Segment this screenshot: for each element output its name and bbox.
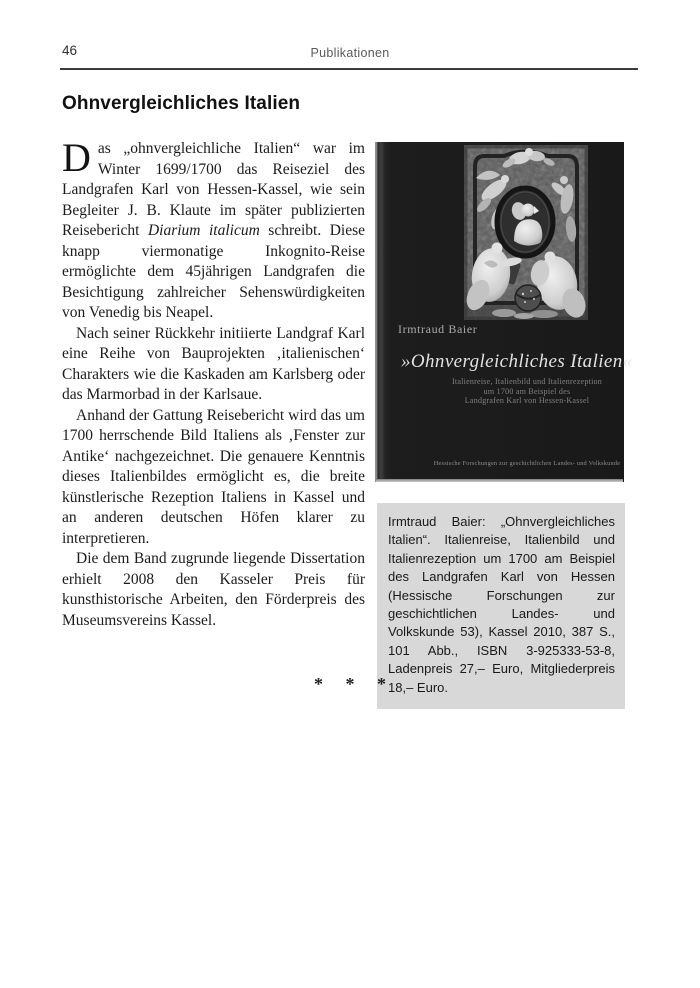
caption-text: Irmtraud Baier: „Ohnvergleichliches Italien“. Italienreise, Italienbild und Italienrezeption um 1700 am Beispiel des Landgrafen Karl von Hessen (Hessische Forschungen zur geschichtlichen Landes- und Volkskunde 53), Kassel 2010, 387 S., 101 Abb., ISBN 3-925333-53-8, Ladenpreis 27,– Euro, Mitgliederpreis 18,– Euro.	[388, 514, 615, 695]
article-heading: Ohnvergleichliches Italien	[62, 93, 301, 114]
cover-subtitle-line-2: um 1700 am Beispiel des	[483, 386, 571, 396]
relief-photo	[464, 145, 588, 320]
paragraph-1-text: as „ohnvergleichliche Italien“ war im Winter 1699/1700 das Reiseziel des Landgrafen Karl von Hessen-Kassel, wie sein Begleiter J. B. Klaute im später publizierten Reisebericht	[62, 140, 365, 239]
paragraph-3: Anhand der Gattung Reisebericht wird das um 1700 herrschende Bild Italiens als ‚Fenster zur Antike‘ nachgezeichnet. Die genauere Kenntnis dieses Italienbildes ermöglicht es, die breite künstlerische Rezeption Italiens in Kassel und an anderen deutschen Höfen klarer zu interpretieren.	[62, 406, 365, 547]
book-page-edge	[376, 479, 623, 482]
header-rule	[60, 68, 638, 70]
cover-author: Irmtraud Baier	[398, 322, 478, 336]
paragraph-2: Nach seiner Rückkehr initiierte Landgraf Karl eine Reihe von Bauprojekten ‚italienischen‘ Charakters wie die Kaskaden am Karlsberg oder das Marmorbad in der Karlsaue.	[62, 324, 365, 403]
drop-cap: D	[62, 135, 91, 180]
medallion	[497, 188, 553, 256]
cover-series: Hessische Forschungen zur geschichtlichen Landes- und Volkskunde	[433, 460, 621, 467]
cover-subtitle-line-1: Italienreise, Italienbild und Italienrezeption	[451, 377, 603, 386]
page-number: 46	[62, 43, 78, 58]
paragraph-1-text-end: schreibt. Diese knapp viermonatige Inkognito-Reise ermöglichte dem 45jährigen Landgrafen die Besichtigung zahlreicher Sehenswürdigkeiten von Venedig bis Neapel.	[62, 222, 365, 321]
article-body	[62, 135, 365, 631]
book-cover-figure	[375, 142, 633, 482]
paragraph-1	[62, 135, 365, 324]
cover-subtitle	[430, 377, 624, 406]
paragraph-4: Die dem Band zugrunde liegende Dissertation erhielt 2008 den Kasseler Preis für kunsthistorische Arbeiten, den Förderpreis des Museumsvereins Kassel.	[62, 550, 365, 629]
cover-subtitle-line-3: Landgrafen Karl von Hessen-Kassel	[464, 396, 590, 406]
cover-title: »Ohnvergleichliches Italien«	[401, 351, 633, 372]
section-separator: * * *	[314, 674, 395, 694]
book-title-italic: Diarium italicum	[147, 222, 260, 239]
celestial-globe	[515, 285, 541, 311]
header-title: Publikationen	[310, 46, 390, 60]
